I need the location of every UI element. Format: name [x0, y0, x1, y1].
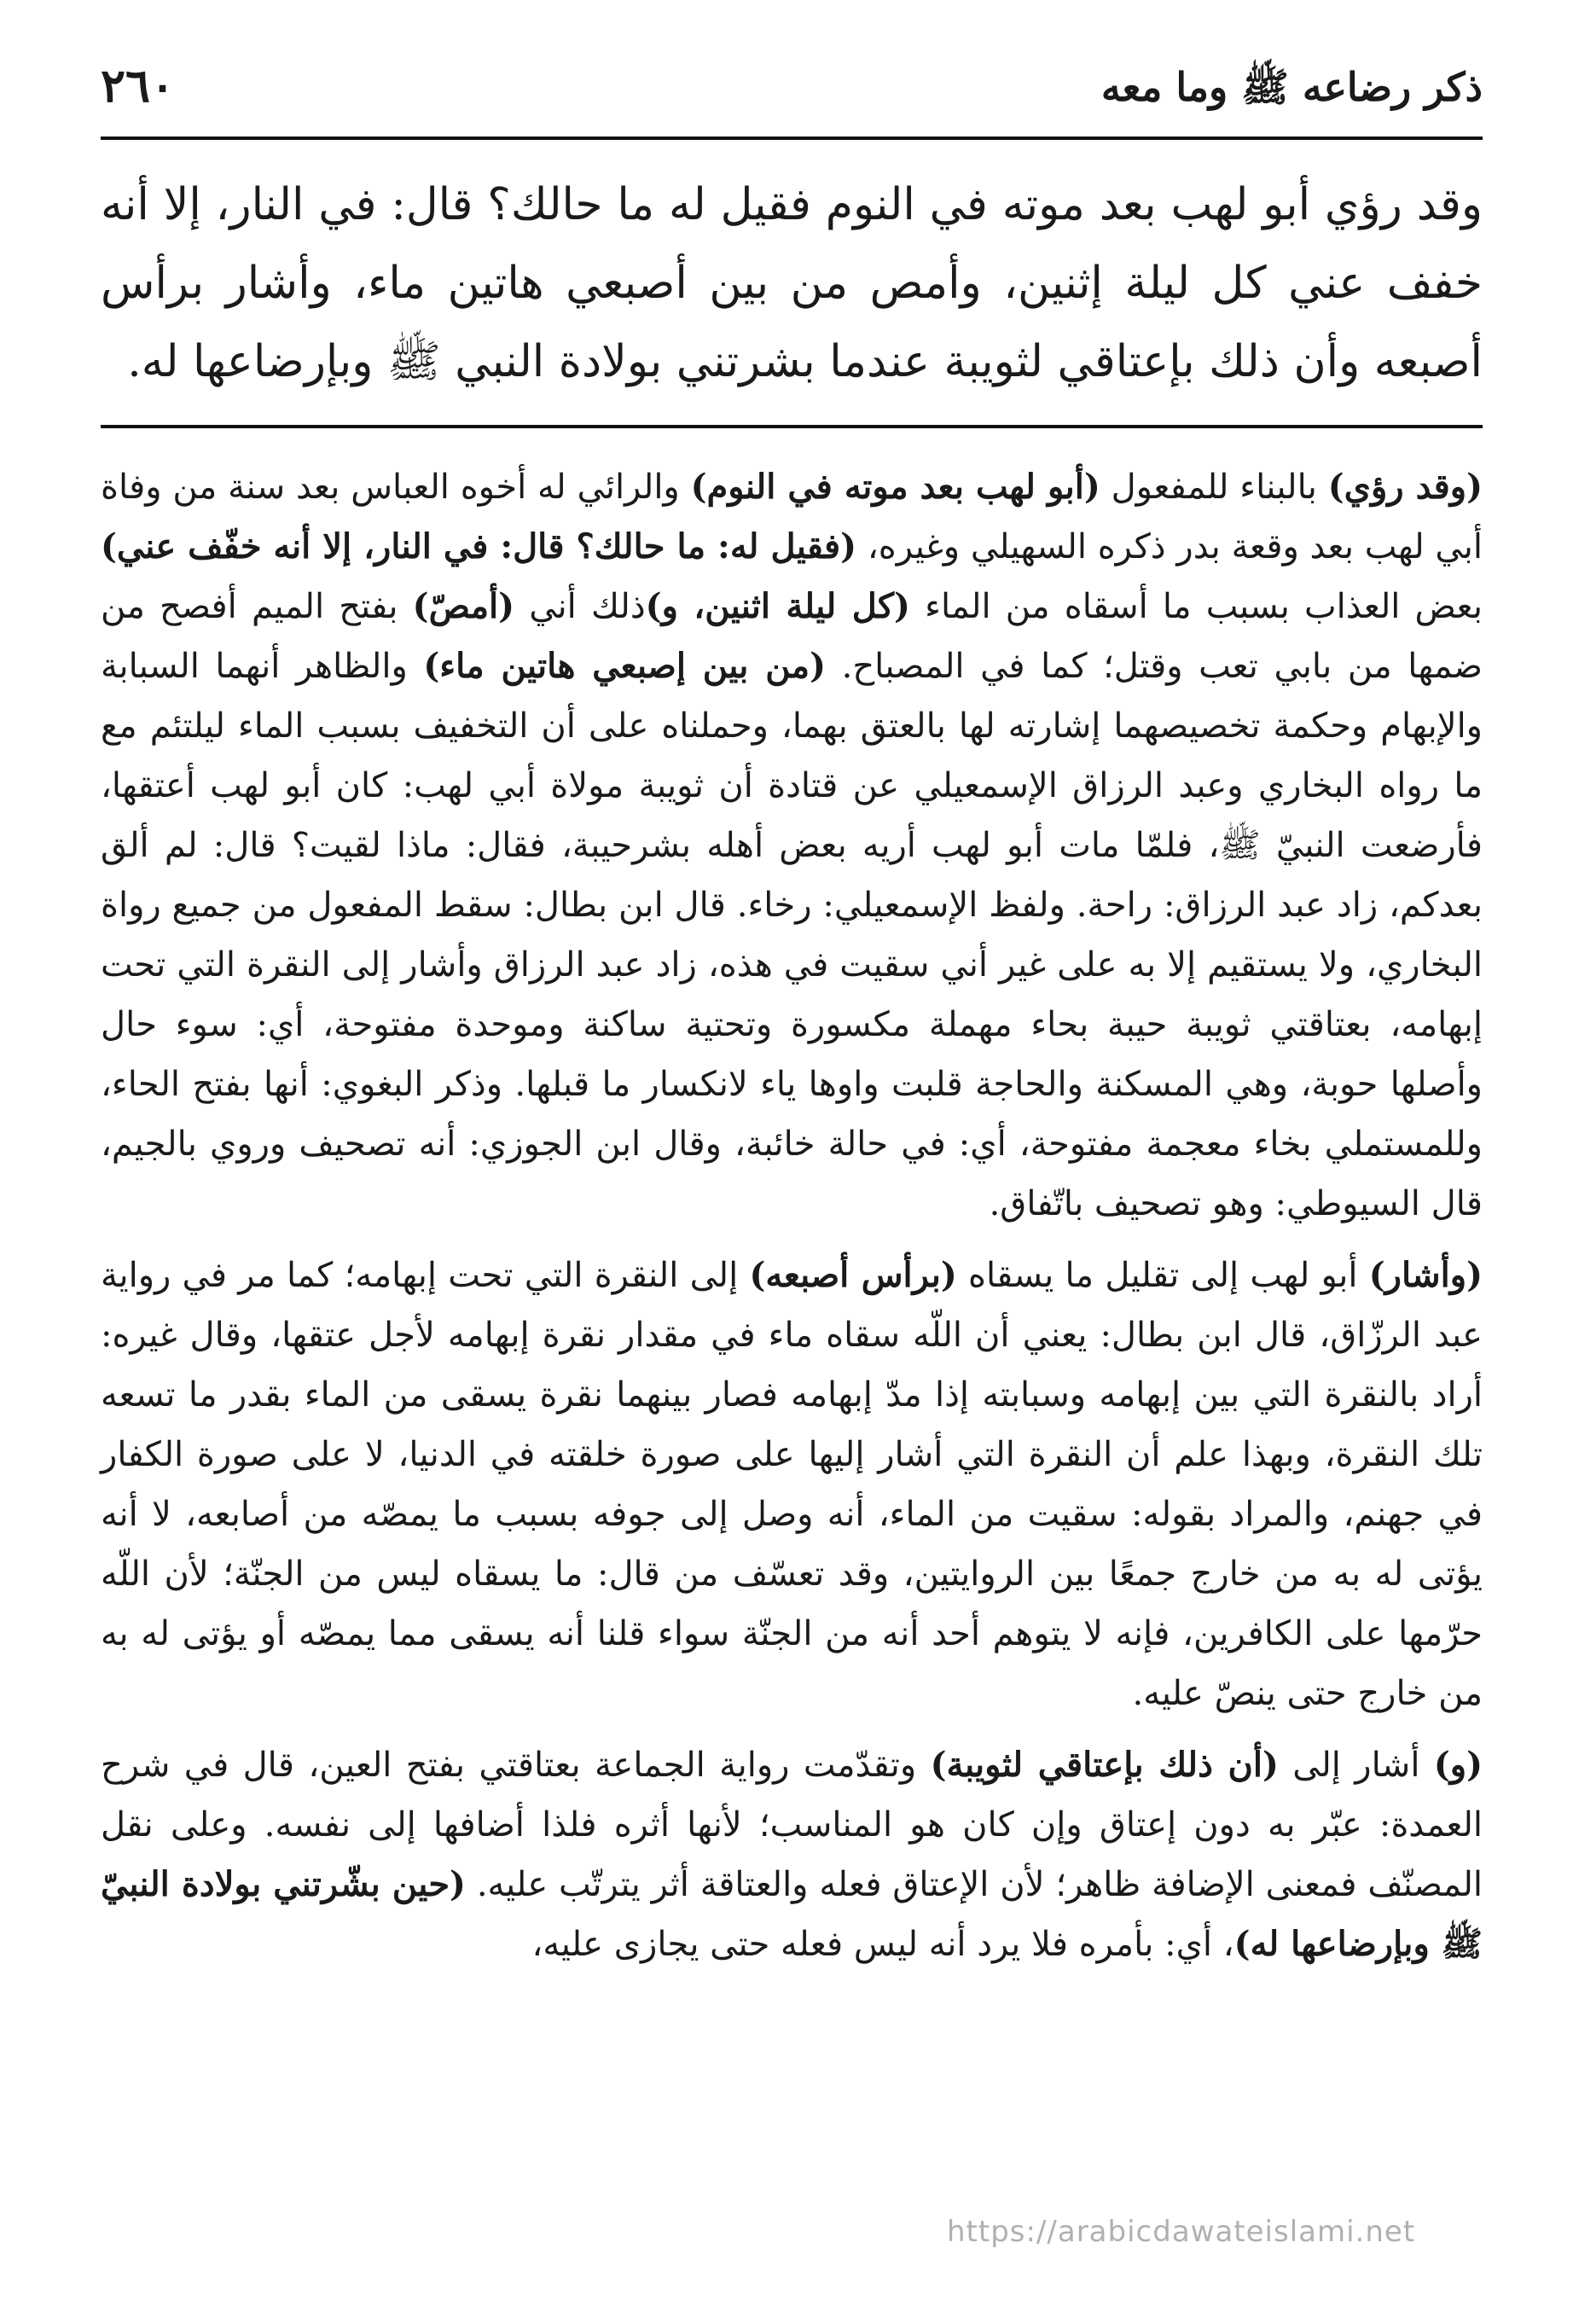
- quoted-phrase: (وقد رؤي): [1327, 467, 1483, 507]
- commentary-text: وتقدّمت رواية الجماعة بعتاقتي بفتح العين، قال في شرح العمدة: عبّر به دون إعتاق وإن كان هو المناسب؛ لأنها أثره فلذا أضافها إلى نفسه. وعلى نقل المصنّف فمعنى الإضافة ظاهر؛ لأن الإعتاق فعله والعتاقة أثر يترتّب عليه.: [101, 1746, 1483, 1904]
- quoted-phrase: (برأس أصبعه): [749, 1255, 957, 1295]
- commentary-paragraph-3: [101, 1735, 1483, 1974]
- page-number: ٢٦٠: [101, 58, 176, 113]
- quoted-phrase: (فقيل له: ما حالك؟ قال: في النار، إلا أنه خفّف عني): [101, 526, 857, 566]
- commentary-text: إلى النقرة التي تحت إبهامه؛ كما مر في رواية عبد الرزّاق، قال ابن بطال: يعني أن اللّه سقاه ماء في مقدار نقرة إبهامه لأجل عتقها، وقال غيره: أراد بالنقرة التي بين إبهامه وسبابته إذا مدّ إبهامه فصار بينهما نقرة يسقى من الماء بقدر ما تسعه تلك النقرة، وبهذا علم أن النقرة التي أشار إليها على صورة خلقته في الدنيا، لا على صورة الكفار في جهنم، والمراد بقوله: سقيت من الماء، أنه وصل إلى جوفه بسبب ما يمصّه من أصابعه، لا أنه يؤتى له به من خارج جمعًا بين الروايتين، وقد تعسّف من قال: ما يسقاه ليس من الجنّة؛ لأن اللّه حرّمها على الكافرين، فإنه لا يتوهم أحد أنه من الجنّة سواء قلنا أنه يسقى مما يمصّه أو يؤتى له به من خارج حتى ينصّ عليه.: [101, 1256, 1483, 1713]
- commentary: [101, 457, 1483, 1974]
- commentary-text: أشار إلى: [1278, 1746, 1434, 1785]
- page-header: [101, 51, 1483, 140]
- commentary-paragraph-1: [101, 457, 1483, 1234]
- commentary-text: والظاهر أنهما السبابة والإبهام وحكمة تخصيصهما إشارته لها بالعتق بهما، وحملناه على أن التخفيف بسبب الماء ليلتئم مع ما رواه البخاري وعبد الرزاق الإسمعيلي عن قتادة أن ثويبة مولاة أبي لهب: كان أبو لهب أعتقها، فأرضعت النبيّ ﷺ، فلمّا مات أبو لهب أريه بعض أهله بشرحيبة، فقال: ماذا لقيت؟ قال: لم ألق بعدكم، زاد عبد الرزاق: راحة. ولفظ الإسمعيلي: رخاء. قال ابن بطال: سقط المفعول من جميع رواة البخاري، ولا يستقيم إلا به على غير أني سقيت في هذه، زاد عبد الرزاق وأشار إلى النقرة التي تحت إبهامه، بعتاقتي ثويبة حيبة بحاء مهملة مكسورة وتحتية ساكنة وموحدة مفتوحة، أي: سوء حال وأصلها حوبة، وهي المسكنة والحاجة قلبت واوها ياء لانكسار ما قبلها. وذكر البغوي: أنها بفتح الحاء، وللمستملي بخاء معجمة مفتوحة، أي: في حالة خائبة، وقال ابن الجوزي: أنه تصحيف وروي بالجيم، قال السيوطي: وهو تصحيف باتّفاق.: [101, 647, 1483, 1223]
- quoted-phrase: (أبو لهب بعد موته في النوم): [690, 467, 1100, 507]
- commentary-paragraph-2: [101, 1246, 1483, 1723]
- watermark-url: https://arabicdawateislami.net: [947, 2215, 1416, 2249]
- quoted-phrase: (و): [1433, 1745, 1483, 1785]
- quoted-phrase: (وأشار): [1368, 1255, 1483, 1295]
- commentary-text: والرائي له أخوه العباس بعد سنة من وفاة أبي لهب بعد وقعة بدر ذكره السهيلي وغيره،: [101, 468, 1483, 566]
- commentary-text: ذلك أني: [514, 587, 646, 626]
- commentary-text: ، أي: بأمره فلا يرد أنه ليس فعله حتى يجازى عليه،: [531, 1925, 1234, 1964]
- quoted-phrase: (أن ذلك بإعتاقي لثويبة): [930, 1745, 1279, 1785]
- book-page: [101, 51, 1483, 2269]
- commentary-text: بفتح الميم أفصح من ضمها من بابي تعب وقتل؛ كما في المصباح.: [101, 587, 1483, 686]
- commentary-text: بعض العذاب بسبب ما أسقاه من الماء: [909, 587, 1483, 626]
- commentary-text: أبو لهب إلى تقليل ما يسقاه: [956, 1256, 1369, 1295]
- main-text: وقد رؤي أبو لهب بعد موته في النوم فقيل له ما حالك؟ قال: في النار، إلا أنه خفف عني كل ليلة إثنين، وأمص من بين أصبعي هاتين ماء، وأشار برأس أصبعه وأن ذلك بإعتاقي لثويبة عندما بشرتني بولادة النبي ﷺ وبإرضاعها له.: [101, 166, 1483, 428]
- quoted-phrase: (كل ليلة اثنين، و): [645, 586, 910, 626]
- running-title: ذكر رضاعه ﷺ وما معه: [1100, 64, 1483, 110]
- quoted-phrase: (أمصّ): [412, 586, 515, 626]
- commentary-text: بالبناء للمفعول: [1100, 468, 1328, 507]
- quoted-phrase: (من بين إصبعي هاتين ماء): [423, 646, 827, 686]
- quoted-phrase: (حين بشّرتني بولادة النبيّ ﷺ وبإرضاعها له): [101, 1864, 1483, 1964]
